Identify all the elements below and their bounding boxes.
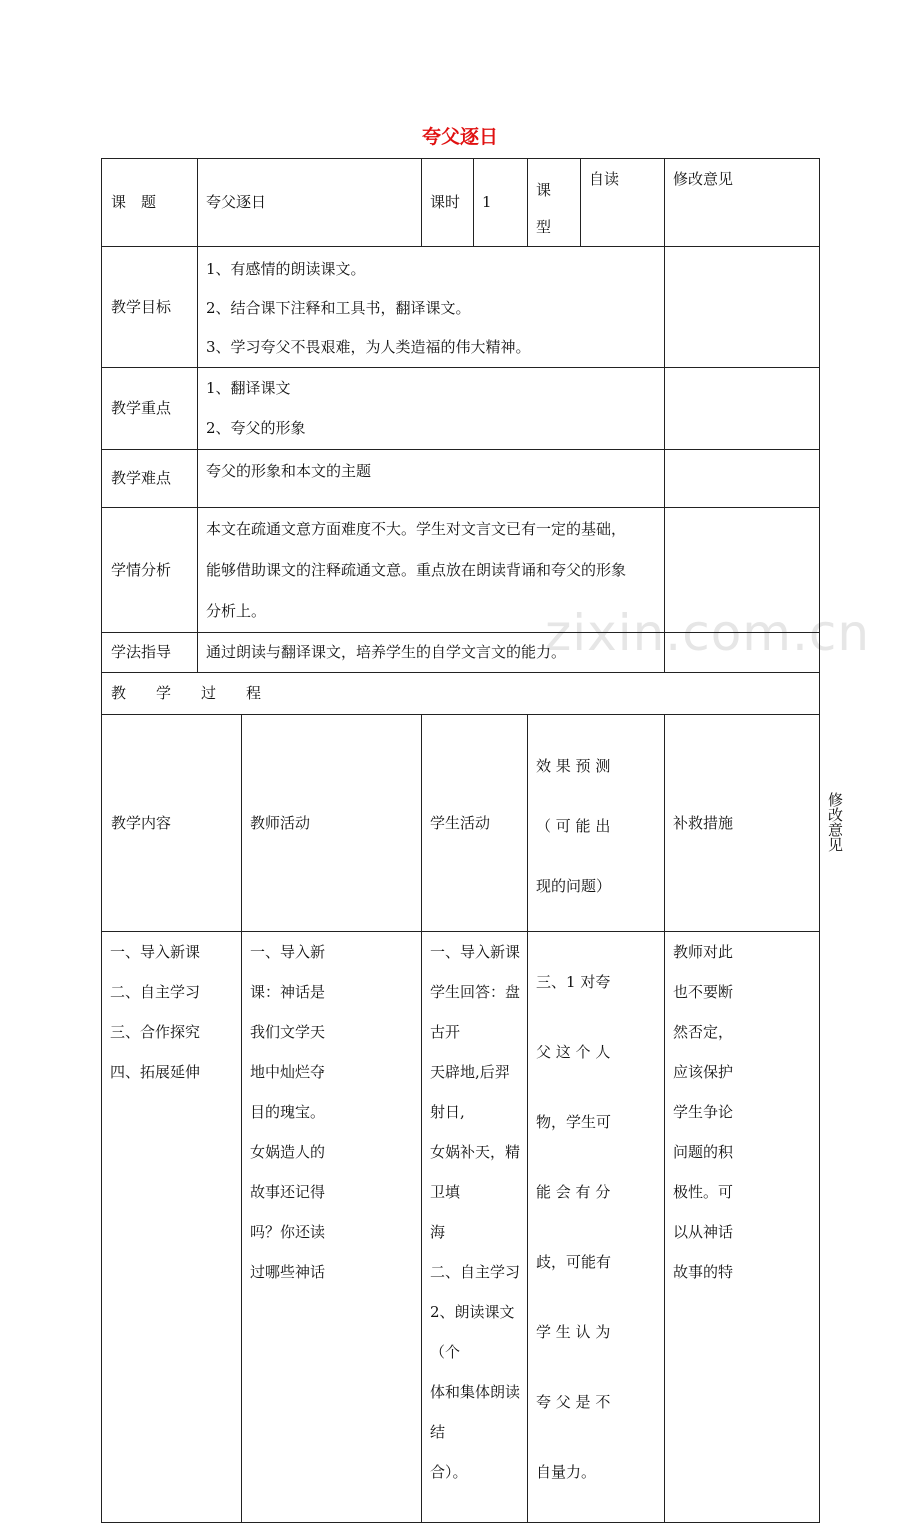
keypoints-label: 教学重点 (102, 368, 198, 450)
watermark: zixin.com.cn (545, 604, 871, 662)
process-teacher-activity: 一、导入新 课：神话是 我们文学天 地中灿烂夺 目的瑰宝。 女娲造人的 故事还记得 吗？你还读 过哪些神话 (242, 932, 422, 1523)
difficulties-content: 夸父的形象和本文的主题 (198, 450, 665, 508)
revise-label-header: 修改意见 (665, 159, 820, 247)
process-student-activity: 一、导入新课 学生回答：盘古开 天辟地,后羿射日, 女娲补天，精卫填 海 二、自主学习 2、朗读课文（个 体和集体朗读结 合）。 (422, 932, 528, 1523)
method-label: 学法指导 (102, 633, 198, 673)
analysis-row (102, 508, 820, 633)
method-row (102, 633, 820, 673)
period-label: 课时 (422, 159, 474, 247)
process-content-row (102, 932, 820, 1523)
difficulties-label: 教学难点 (102, 450, 198, 508)
process-header-student: 学生活动 (422, 715, 528, 932)
type-value: 自读 (581, 159, 665, 247)
difficulties-revise (665, 450, 820, 508)
topic-value: 夸父逐日 (198, 159, 422, 247)
process-heading-row (102, 673, 820, 715)
process-heading: 教 学 过 程 (102, 673, 820, 715)
process-content-items: 一、导入新课 二、自主学习 三、合作探究 四、拓展延伸 (102, 932, 242, 1523)
lesson-plan-table (101, 158, 844, 1523)
difficulties-row (102, 450, 820, 508)
goals-row (102, 247, 820, 368)
document-title: 夸父逐日 (421, 126, 498, 148)
type-label: 课 型 (528, 159, 581, 247)
keypoints-row (102, 368, 820, 450)
keypoints-revise (665, 368, 820, 450)
topic-label: 课 题 (102, 159, 198, 247)
analysis-content: 本文在疏通文意方面难度不大。学生对文言文已有一定的基础， 能够借助课文的注释疏通文意。重点放在朗读背诵和夸父的形象 分析上。 (198, 508, 665, 633)
process-remedy: 教师对此 也不要断 然否定， 应该保护 学生争论 问题的积 极性。可 以从神话 故事的特 (665, 932, 820, 1523)
goals-label: 教学目标 (102, 247, 198, 368)
process-effect-prediction: 三、1 对夸 父 这 个 人 物，学生可 能 会 有 分 歧，可能有 学 生 认 为 夸 父 是 不 自量力。 (528, 932, 665, 1523)
process-header-effect: 效 果 预 测 （ 可 能 出 现的问题） (528, 715, 665, 932)
analysis-label: 学情分析 (102, 508, 198, 633)
process-header-remedy: 补救措施 (665, 715, 820, 932)
goals-content: 1、有感情的朗读课文。 2、结合课下注释和工具书，翻译课文。 3、学习夸父不畏艰难，为人类造福的伟大精神。 (198, 247, 665, 368)
method-revise (665, 633, 820, 673)
method-content: 通过朗读与翻译课文，培养学生的自学文言文的能力。 (198, 633, 665, 673)
header-row (102, 159, 820, 247)
keypoints-content: 1、翻译课文 2、夸父的形象 (198, 368, 665, 450)
process-header-row: 教学内容 教师活动 学生活动 效 果 预 测 （ 可 能 出 现的问题） 补救措施 修改意见 (102, 715, 820, 932)
goals-revise (665, 247, 820, 368)
period-value: 1 (474, 159, 528, 247)
analysis-revise (665, 508, 820, 633)
process-header-content: 教学内容 (102, 715, 242, 932)
process-header-teacher: 教师活动 (242, 715, 422, 932)
